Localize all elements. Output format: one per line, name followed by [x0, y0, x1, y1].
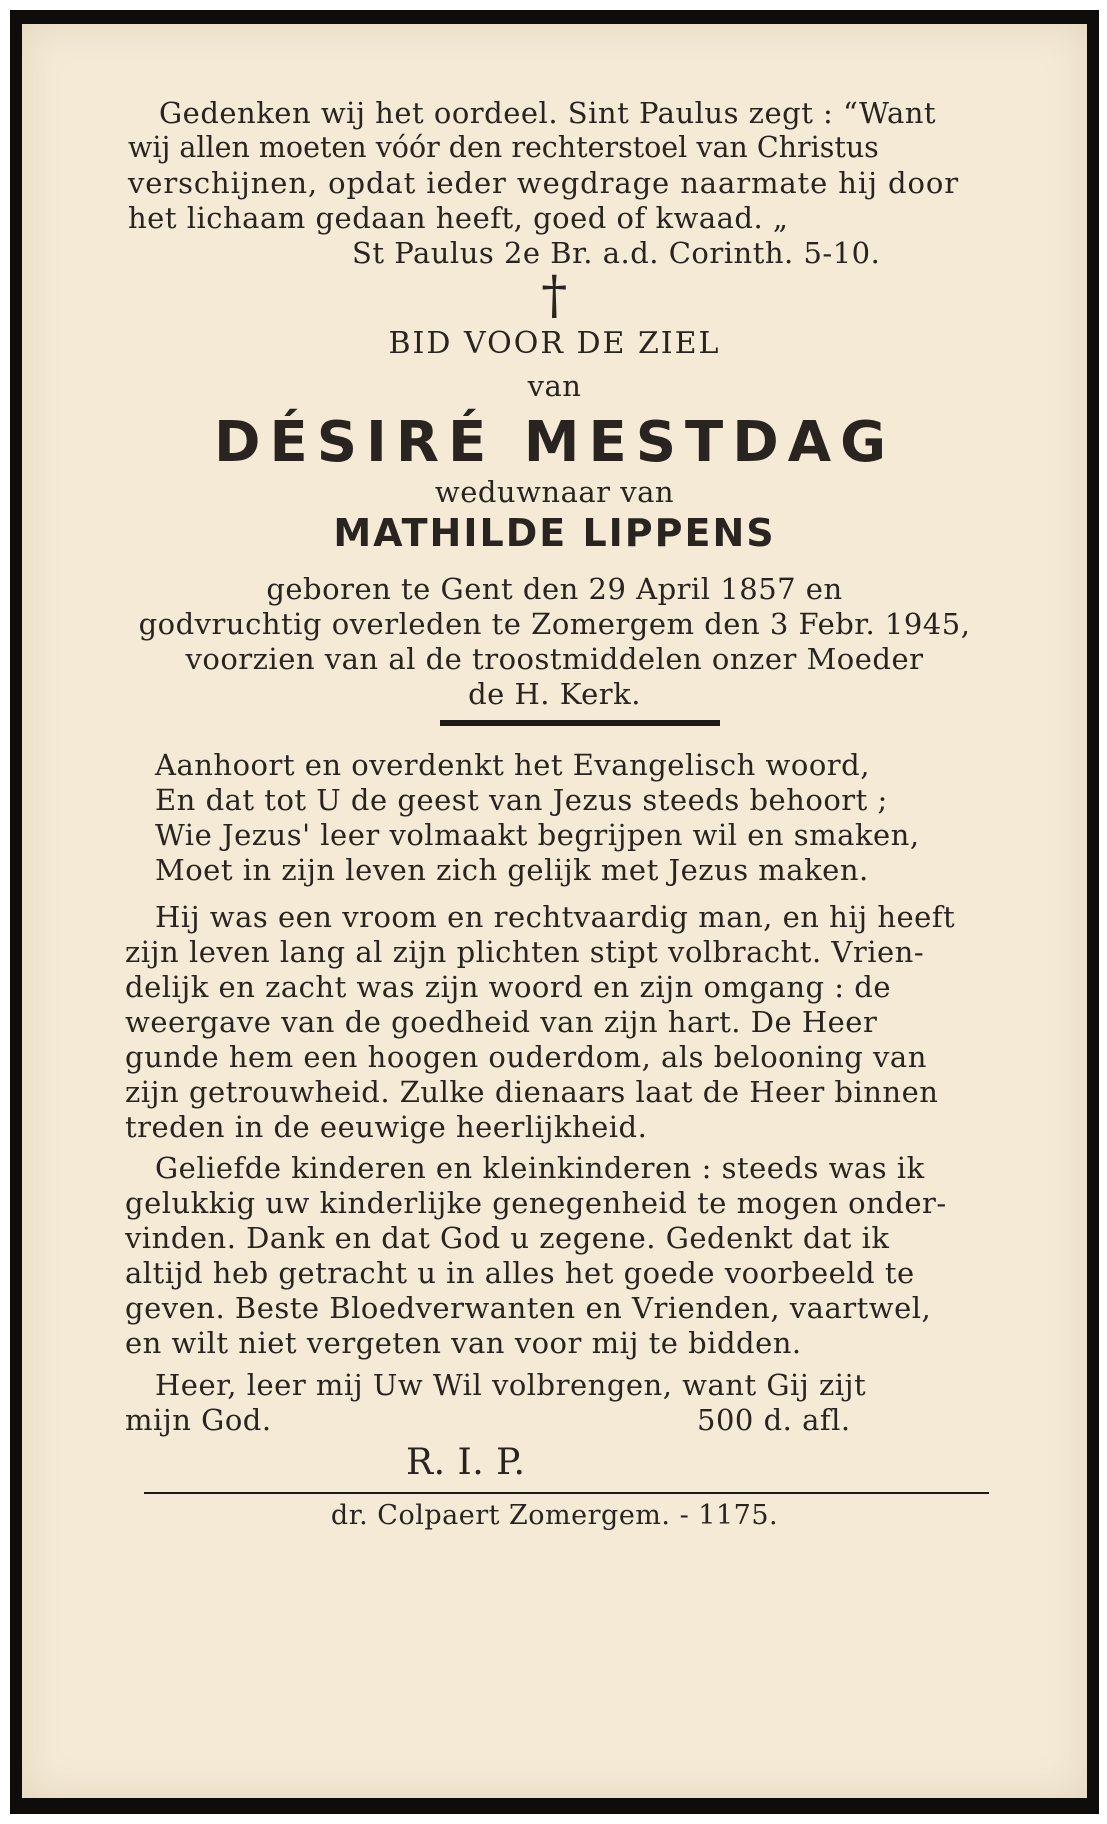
card-paper	[22, 24, 1087, 1798]
footer-rule	[144, 1492, 989, 1494]
paragraph1-line-1: Hij was een vroom en rechtvaardig man, en hij heeft	[155, 900, 956, 934]
paragraph2-line-3: vinden. Dank en dat God u zegene. Gedenkt dat ik	[125, 1221, 890, 1255]
paragraph2-line-1: Geliefde kinderen en kleinkinderen : steeds was ik	[155, 1151, 925, 1185]
quote-line-4: het lichaam gedaan heeft, goed of kwaad. „	[128, 201, 789, 235]
poem-line-4: Moet in zijn leven zich gelijk met Jezus maken.	[155, 853, 869, 887]
bio-line-1: geboren te Gent den 29 April 1857 en	[266, 572, 843, 606]
paragraph2-line-6: en wilt niet vergeten van voor mij te bidden.	[125, 1326, 802, 1360]
memorial-card	[10, 10, 1099, 1814]
van-label: van	[527, 369, 582, 403]
quote-line-2: wij allen moeten vóór den rechterstoel van Christus	[128, 131, 879, 164]
paragraph2-line-2: gelukkig uw kinderlijke genegenheid te mogen onder-	[125, 1186, 947, 1220]
paragraph2-line-5: geven. Beste Bloedverwanten en Vrienden, vaartwel,	[125, 1291, 932, 1325]
closing-line-1: Heer, leer mij Uw Wil volbrengen, want Gij zijt	[155, 1368, 867, 1402]
poem-line-3: Wie Jezus' leer volmaakt begrijpen wil en smaken,	[155, 818, 920, 852]
paragraph1-line-3: delijk en zacht was zijn woord en zijn omgang : de	[125, 970, 892, 1004]
deceased-name: DÉSIRÉ MESTDAG	[213, 410, 896, 475]
divider-rule	[440, 720, 720, 726]
paragraph2-line-4: altijd heb getracht u in alles het goede voorbeeld te	[125, 1256, 915, 1290]
spouse-name: MATHILDE LIPPENS	[333, 511, 776, 555]
paragraph1-line-4: weergave van de goedheid van zijn hart. De Heer	[125, 1005, 878, 1039]
cross-icon: †	[541, 266, 568, 326]
quote-line-1: Gedenken wij het oordeel. Sint Paulus zegt : “Want	[159, 96, 937, 130]
widower-label: weduwnaar van	[434, 475, 675, 509]
bio-line-4: de H. Kerk.	[468, 677, 641, 711]
bio-line-3: voorzien van al de troostmiddelen onzer Moeder	[185, 642, 924, 676]
closing-line-2-left: mijn God.	[125, 1403, 272, 1437]
quote-line-3: verschijnen, opdat ieder wegdrage naarmate hij door	[128, 166, 959, 200]
paragraph1-line-7: treden in de eeuwige heerlijkheid.	[125, 1110, 648, 1144]
paragraph1-line-2: zijn leven lang al zijn plichten stipt volbracht. Vrien-	[125, 935, 925, 969]
poem-line-1: Aanhoort en overdenkt het Evangelisch woord,	[155, 748, 870, 782]
printer-line: dr. Colpaert Zomergem. - 1175.	[330, 1500, 779, 1531]
paragraph1-line-5: gunde hem een hoogen ouderdom, als belooning van	[125, 1040, 927, 1074]
rip-text: R. I. P.	[406, 1442, 526, 1483]
indulgence-note: 500 d. afl.	[697, 1403, 851, 1437]
prayer-heading: BID VOOR DE ZIEL	[388, 326, 721, 361]
bio-line-2: godvruchtig overleden te Zomergem den 3 Febr. 1945,	[138, 607, 971, 641]
poem-line-2: En dat tot U de geest van Jezus steeds behoort ;	[155, 783, 888, 817]
paragraph1-line-6: zijn getrouwheid. Zulke dienaars laat de Heer binnen	[125, 1075, 939, 1109]
quote-reference: St Paulus 2e Br. a.d. Corinth. 5-10.	[352, 236, 881, 270]
